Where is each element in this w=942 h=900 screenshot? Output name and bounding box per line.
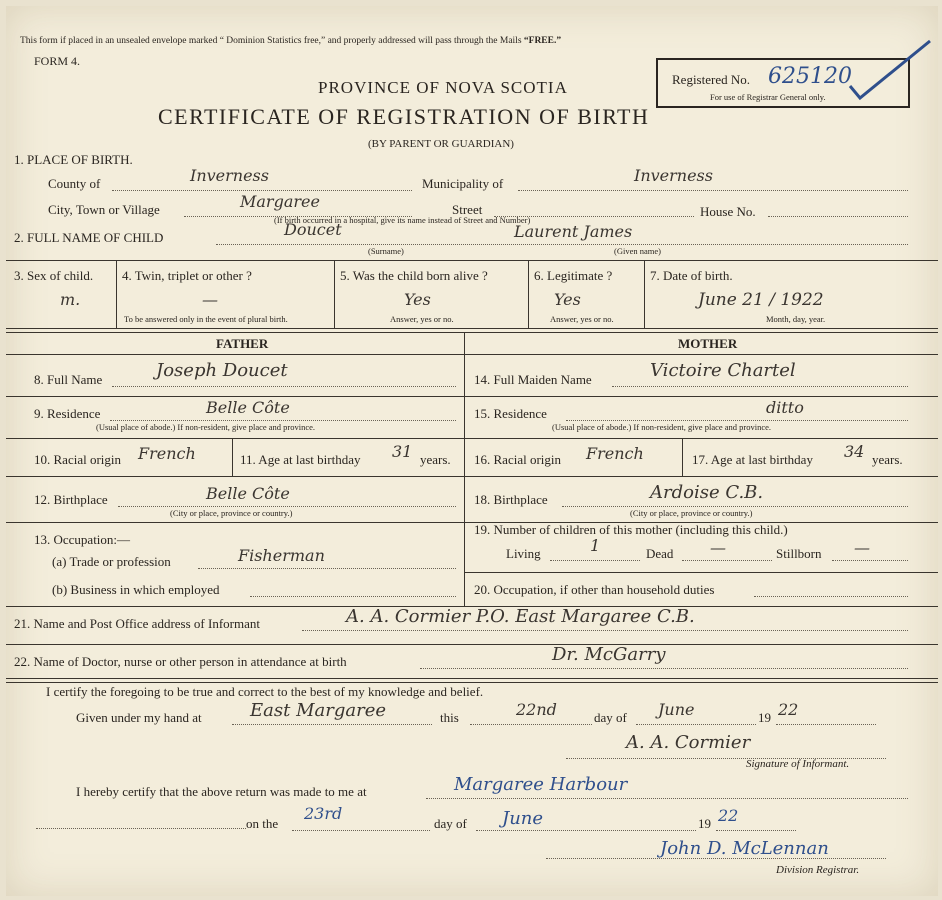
given-year-value: 22 — [778, 700, 799, 719]
twin-note: To be answered only in the event of plural birth. — [124, 314, 288, 324]
given-year-prefix: 19 — [758, 710, 771, 725]
father-residence-value: Belle Côte — [206, 398, 290, 417]
mother-occupation-line — [754, 596, 908, 597]
informant-value: A. A. Cormier P.O. East Margaree C.B. — [346, 606, 695, 627]
living-line — [550, 560, 640, 561]
legitimate-note: Answer, yes or no. — [550, 314, 614, 324]
informant-label: 21. Name and Post Office address of Informant — [14, 616, 260, 631]
mother-birthplace-line — [562, 506, 908, 507]
mother-birthplace-value: Ardoise C.B. — [650, 482, 764, 503]
legitimate-value: Yes — [554, 290, 581, 309]
registrar-day-of-label: day of — [434, 816, 467, 831]
municipality-value: Inverness — [634, 166, 713, 185]
child-name-label: 2. FULL NAME OF CHILD — [14, 230, 164, 245]
divider-parents — [464, 332, 465, 606]
father-birthplace-note: (City or place, province or country.) — [170, 508, 293, 518]
check-mark-icon — [840, 36, 940, 116]
living-value: 1 — [590, 536, 601, 555]
informant-certify-statement: I certify the foregoing to be true and correct to the best of my knowledge and belief. — [46, 684, 484, 699]
rule-parent-headings — [6, 354, 938, 355]
father-business-line — [250, 596, 456, 597]
municipality-line — [518, 190, 908, 191]
registered-value: 625120 — [768, 64, 852, 89]
alive-value: Yes — [404, 290, 431, 309]
sex-value: m. — [60, 290, 81, 309]
county-label: County of — [48, 176, 101, 191]
father-birthplace-label: 12. Birthplace — [34, 492, 108, 507]
certificate-title: CERTIFICATE OF REGISTRATION OF BIRTH — [158, 104, 650, 129]
doctor-value: Dr. McGarry — [552, 644, 666, 665]
father-residence-label: 9. Residence — [34, 406, 101, 421]
informant-line — [302, 630, 908, 631]
registrar-year-prefix: 19 — [698, 816, 711, 831]
house-number-line — [768, 216, 908, 217]
form-number: FORM 4. — [34, 54, 81, 68]
house-number-label: House No. — [700, 204, 756, 219]
mailing-notice-free: “FREE.” — [523, 36, 562, 46]
date-of-birth-note: Month, day, year. — [766, 314, 826, 324]
street-label: Street — [452, 202, 483, 217]
father-business-label: (b) Business in which employed — [52, 582, 220, 597]
doctor-label: 22. Name of Doctor, nurse or other person in attendance at birth — [14, 654, 347, 669]
rule-father-name — [6, 396, 464, 397]
rule-father-residence — [6, 438, 464, 439]
mother-birthplace-note: (City or place, province or country.) — [630, 508, 753, 518]
father-birthplace-value: Belle Côte — [206, 484, 290, 503]
mother-name-line — [612, 386, 908, 387]
rule-father-racial — [6, 476, 464, 477]
divider-mother-age — [682, 438, 683, 476]
certificate-page — [6, 6, 938, 896]
given-name-caption: (Given name) — [614, 246, 661, 256]
dead-value: — — [710, 538, 726, 557]
mother-name-label: 14. Full Maiden Name — [474, 372, 592, 387]
mother-residence-label: 15. Residence — [474, 406, 547, 421]
informant-signature: A. A. Cormier — [626, 732, 751, 753]
registrar-pre-line — [36, 828, 246, 829]
registrar-place-line — [426, 798, 908, 799]
given-year-line — [776, 724, 876, 725]
child-name-line — [216, 244, 908, 245]
registered-label: Registered No. — [672, 72, 750, 87]
surname-caption: (Surname) — [368, 246, 404, 256]
informant-signature-caption: Signature of Informant. — [746, 758, 850, 770]
father-age-label: 11. Age at last birthday — [240, 452, 361, 467]
mother-heading: MOTHER — [678, 336, 738, 351]
rule-parents-top-double — [6, 332, 938, 333]
mother-name-value: Victoire Chartel — [650, 360, 796, 381]
given-under-label: Given under my hand at — [76, 710, 202, 725]
stillborn-value: — — [854, 538, 870, 557]
registrar-month-value: June — [502, 808, 544, 829]
divider-father-age — [232, 438, 233, 476]
divider-twin — [334, 260, 335, 328]
rule-mother-racial — [464, 476, 938, 477]
province-heading: PROVINCE OF NOVA SCOTIA — [318, 78, 568, 97]
child-surname-value: Doucet — [284, 220, 342, 239]
rule-top-row3 — [6, 260, 938, 261]
mother-age-value: 34 — [844, 442, 865, 461]
registrar-caption: Division Registrar. — [776, 864, 860, 876]
alive-note: Answer, yes or no. — [390, 314, 454, 324]
sex-label: 3. Sex of child. — [14, 268, 94, 283]
legitimate-label: 6. Legitimate ? — [534, 268, 613, 283]
stillborn-line — [832, 560, 908, 561]
date-of-birth-label: 7. Date of birth. — [650, 268, 733, 283]
given-day-of-label: day of — [594, 710, 627, 725]
mother-racial-value: French — [586, 444, 644, 463]
rule-doctor-2 — [6, 682, 938, 683]
registrar-on-the-label: on the — [246, 816, 279, 831]
registrar-signature-line — [546, 858, 886, 859]
rule-mother-children — [464, 572, 938, 573]
stillborn-label: Stillborn — [776, 546, 822, 561]
mother-age-label: 17. Age at last birthday — [692, 452, 813, 467]
mother-residence-value: ditto — [766, 398, 804, 417]
registrar-year-value: 22 — [718, 806, 739, 825]
date-of-birth-value: June 21 / 1922 — [698, 290, 824, 310]
father-racial-value: French — [138, 444, 196, 463]
place-of-birth-label: 1. PLACE OF BIRTH. — [14, 152, 133, 167]
registrar-place-value: Margaree Harbour — [454, 774, 628, 795]
father-name-line — [112, 386, 456, 387]
father-racial-label: 10. Racial origin — [34, 452, 122, 467]
given-day-line — [470, 724, 592, 725]
registrar-signature: John D. McLennan — [660, 838, 829, 859]
father-heading: FATHER — [216, 336, 269, 351]
mother-occupation-label: 20. Occupation, if other than household duties — [474, 582, 715, 597]
rule-father-birthplace — [6, 522, 464, 523]
dead-line — [682, 560, 772, 561]
given-place-value: East Margaree — [250, 700, 386, 721]
living-label: Living — [506, 546, 541, 561]
alive-label: 5. Was the child born alive ? — [340, 268, 488, 283]
father-name-label: 8. Full Name — [34, 372, 103, 387]
rule-parents-top — [6, 328, 938, 329]
twin-label: 4. Twin, triplet or other ? — [122, 268, 252, 283]
registrar-month-line — [476, 830, 696, 831]
father-trade-line — [198, 568, 456, 569]
given-day-value: 22nd — [516, 700, 557, 719]
father-occupation-label: 13. Occupation:— — [34, 532, 131, 547]
father-trade-value: Fisherman — [238, 546, 325, 565]
mother-residence-line — [566, 420, 908, 421]
twin-value: — — [202, 290, 218, 309]
registrar-statement: I hereby certify that the above return was made to me at — [76, 784, 367, 799]
father-birthplace-line — [118, 506, 456, 507]
municipality-label: Municipality of — [422, 176, 504, 191]
divider-sex — [116, 260, 117, 328]
father-trade-label: (a) Trade or profession — [52, 554, 171, 569]
divider-legit — [644, 260, 645, 328]
mother-years-label: years. — [872, 452, 903, 467]
father-residence-line — [110, 420, 456, 421]
county-value: Inverness — [190, 166, 269, 185]
dead-label: Dead — [646, 546, 674, 561]
divider-alive — [528, 260, 529, 328]
rule-doctor-1 — [6, 678, 938, 679]
doctor-line — [420, 668, 908, 669]
mother-birthplace-label: 18. Birthplace — [474, 492, 548, 507]
this-label: this — [440, 710, 459, 725]
rule-mother-residence — [464, 438, 938, 439]
given-month-value: June — [658, 700, 695, 719]
registrar-day-line — [292, 830, 430, 831]
mailing-notice — [20, 36, 561, 46]
city-value: Margaree — [240, 192, 320, 211]
father-name-value: Joseph Doucet — [156, 360, 288, 381]
registrar-use-note: For use of Registrar General only. — [710, 92, 826, 102]
certificate-subtitle: (BY PARENT OR GUARDIAN) — [368, 138, 514, 150]
city-label: City, Town or Village — [48, 202, 160, 217]
county-line — [112, 190, 412, 191]
given-month-line — [636, 724, 756, 725]
father-age-value: 31 — [392, 442, 413, 461]
mother-residence-note: (Usual place of abode.) If non-resident, give place and province. — [552, 422, 772, 432]
child-given-value: Laurent James — [514, 222, 633, 241]
registrar-year-line — [716, 830, 796, 831]
rule-mother-name — [464, 396, 938, 397]
mother-children-label: 19. Number of children of this mother (including this child.) — [474, 522, 788, 537]
mailing-notice-text: This form if placed in an unsealed envelope marked “ Dominion Statistics free,” and properly addressed will pass through the Mails — [20, 36, 522, 46]
given-place-line — [232, 724, 432, 725]
rule-informant — [6, 644, 938, 645]
hospital-note: (If birth occurred in a hospital, give its name instead of Street and Number) — [274, 215, 531, 225]
mother-racial-label: 16. Racial origin — [474, 452, 562, 467]
registrar-day-value: 23rd — [304, 804, 343, 823]
father-residence-note: (Usual place of abode.) If non-resident, give place and province. — [96, 422, 316, 432]
father-years-label: years. — [420, 452, 451, 467]
